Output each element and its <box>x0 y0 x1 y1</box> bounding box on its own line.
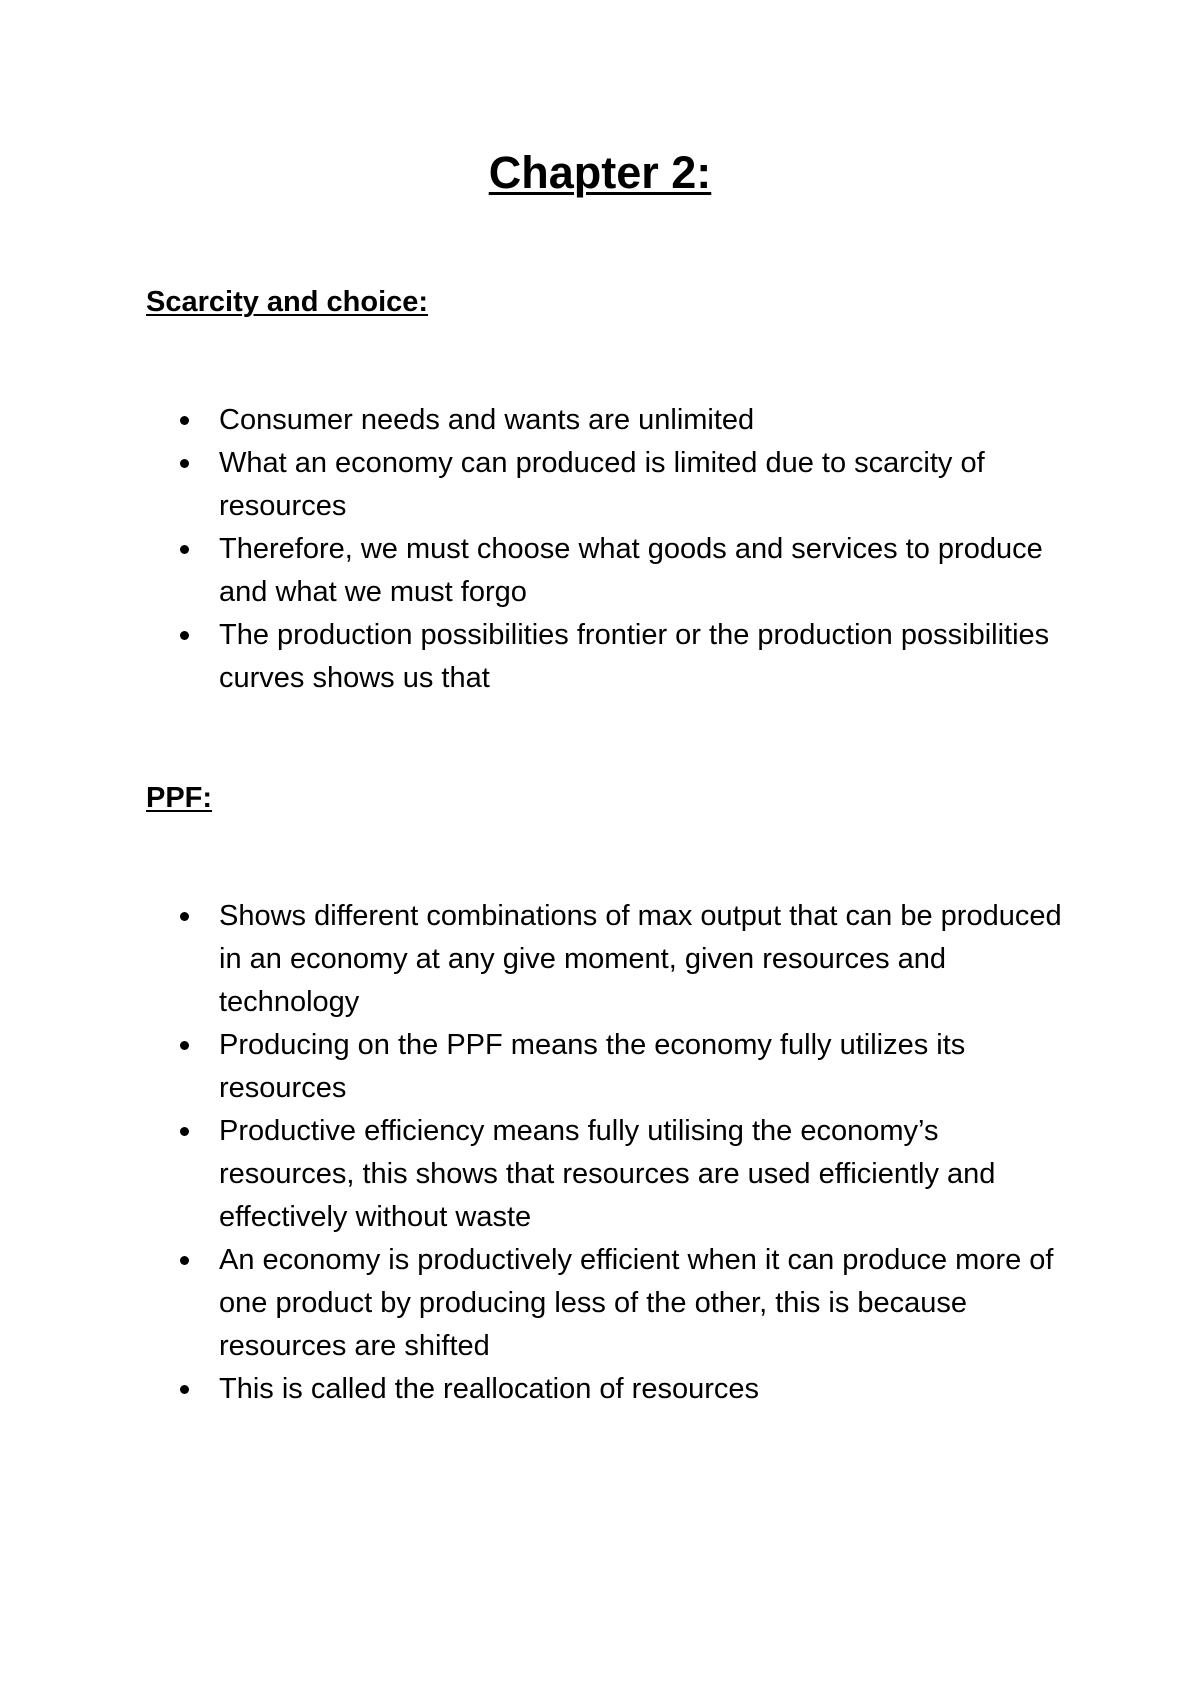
bullet-icon <box>180 631 189 640</box>
bullet-icon <box>180 1256 189 1265</box>
list-item-text: What an economy can produced is limited due to scarcity of resources <box>219 447 985 522</box>
list-item <box>146 399 1076 442</box>
section-heading-scarcity-and-choice: Scarcity and choice: <box>146 286 429 318</box>
bullet-icon <box>180 545 189 554</box>
list-item-text: Productive efficiency means fully utilising the economy’s resources, this shows that resources are used efficiently and effectively without waste <box>219 1115 996 1233</box>
list-item <box>146 895 1076 1024</box>
list-item-text: Shows different combinations of max output that can be produced in an economy at any give moment, given resources and technology <box>219 900 1062 1018</box>
list-item-text: An economy is productively efficient when it can produce more of one product by producing less of the other, this is because resources are shifted <box>219 1244 1054 1362</box>
bullet-icon <box>180 1127 189 1136</box>
list-item <box>146 442 1076 528</box>
list-item <box>146 1239 1076 1368</box>
section-heading-ppf: PPF: <box>146 782 213 814</box>
list-item-text: Consumer needs and wants are unlimited <box>219 404 755 436</box>
page-title: Chapter 2: <box>488 147 712 198</box>
bullet-icon <box>180 912 189 921</box>
list-item-text: This is called the reallocation of resources <box>219 1373 759 1405</box>
list-item <box>146 614 1076 700</box>
list-item <box>146 1024 1076 1110</box>
list-item <box>146 1110 1076 1239</box>
bullet-icon <box>180 1041 189 1050</box>
list-item <box>146 1368 1076 1411</box>
bullet-list-ppf <box>146 895 1076 1411</box>
list-item-text: The production possibilities frontier or the production possibilities curves shows us that <box>219 619 1050 694</box>
bullet-icon <box>180 1385 189 1394</box>
bullet-icon <box>180 459 189 468</box>
list-item-text: Producing on the PPF means the economy fully utilizes its resources <box>219 1029 966 1104</box>
bullet-icon <box>180 416 189 425</box>
list-item-text: Therefore, we must choose what goods and services to produce and what we must forgo <box>219 533 1043 608</box>
bullet-list-scarcity-and-choice <box>146 399 1076 700</box>
list-item <box>146 528 1076 614</box>
